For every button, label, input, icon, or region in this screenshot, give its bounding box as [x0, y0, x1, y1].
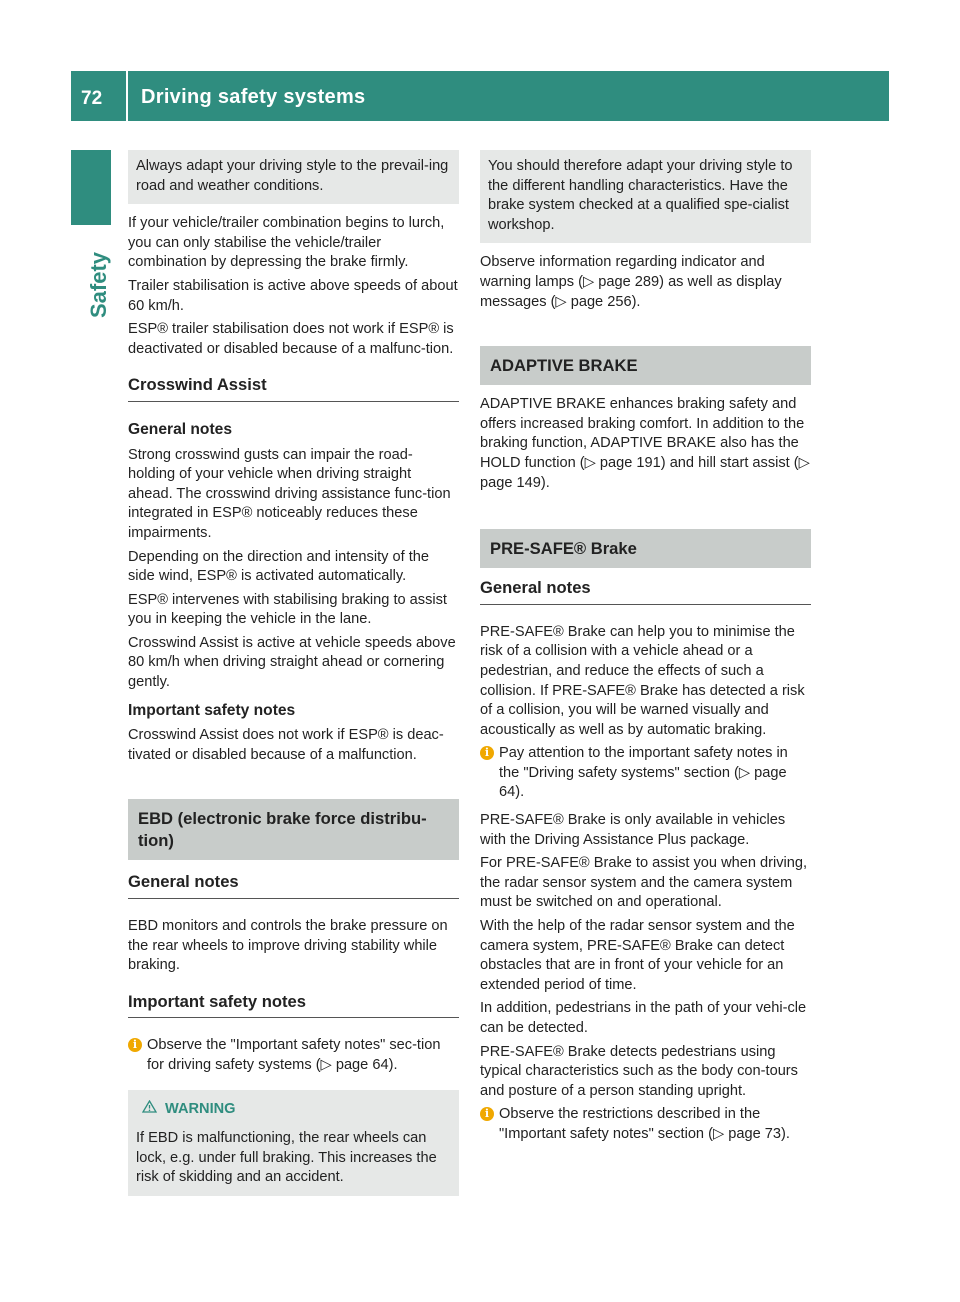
section-title-adaptive-brake: ADAPTIVE BRAKE — [480, 346, 811, 385]
paragraph: ADAPTIVE BRAKE enhances braking safety and offers increased braking comfort. In addition to the braking function, ADAPTIVE BRAKE also has the HOLD function (▷ page 191) and hill start assist (▷ page 149). — [480, 396, 810, 491]
paragraph: Crosswind Assist is active at vehicle speeds above 80 km/h when driving straight ahead or cornering gently. — [128, 634, 456, 691]
info-note — [480, 744, 811, 803]
chapter-title: Driving safety systems — [141, 86, 366, 108]
paragraph: If your vehicle/trailer combination begins to lurch, you can only stabilise the vehicle/trailer combination by depressing the brake firmly. — [128, 215, 445, 271]
warning-label: WARNING — [165, 1100, 236, 1117]
info-icon: i — [480, 1107, 494, 1121]
warning-heading — [136, 1100, 451, 1120]
paragraph: For PRE-SAFE® Brake to assist you when driving, the radar sensor system and the camera system must be switched on and operational. — [480, 855, 808, 911]
note-text: You should therefore adapt your driving style to the different handling characteristics. Have the brake system checked at a qualified spe-cialist workshop. — [488, 158, 793, 233]
paragraph: Depending on the direction and intensity of the side wind, ESP® is activated automatically. — [128, 548, 430, 585]
header-divider — [126, 71, 128, 121]
page-header — [71, 71, 889, 121]
section-title-presafe-brake: PRE-SAFE® Brake — [480, 529, 811, 568]
subheading-general-notes: General notes — [128, 420, 232, 438]
paragraph: Crosswind Assist does not work if ESP® is deac-tivated or disabled because of a malfunction. — [128, 727, 444, 763]
note-box — [480, 150, 811, 243]
info-text: Pay attention to the important safety notes in the "Driving safety systems" section (▷ page 64). — [499, 745, 788, 801]
info-note — [128, 1036, 459, 1075]
info-text: Observe the "Important safety notes" sec-tion for driving safety systems (▷ page 64). — [147, 1037, 441, 1073]
right-column — [480, 150, 811, 1153]
subheading-important-notes: Important safety notes — [128, 701, 296, 719]
paragraph: PRE-SAFE® Brake can help you to minimise the risk of a collision with a vehicle ahead or a pedestrian, and reduce the effects of such a collision. If PRE-SAFE® Brake has detected a risk of a collision, you will be warned visually and acoustically as well as by automatic braking. — [480, 623, 805, 738]
info-note — [480, 1105, 811, 1144]
warning-triangle-icon — [142, 1100, 157, 1120]
info-icon: i — [480, 746, 494, 760]
left-column — [128, 150, 459, 1206]
paragraph: With the help of the radar sensor system and the camera system, PRE-SAFE® Brake can detect obstacles that are in front of your vehicle for an extended period of time. — [480, 918, 795, 993]
subheading-ebd-general: General notes — [128, 872, 459, 899]
note-text: Always adapt your driving style to the prevail-ing road and weather conditions. — [136, 158, 449, 194]
warning-box — [128, 1090, 459, 1196]
paragraph: ESP® intervenes with stabilising braking to assist you in keeping the vehicle in the lane. — [128, 591, 447, 628]
side-tab-marker — [71, 150, 111, 225]
paragraph: EBD monitors and controls the brake pressure on the rear wheels to improve driving stability while braking. — [128, 918, 448, 974]
paragraph: ESP® trailer stabilisation does not work if ESP® is deactivated or disabled because of a malfunc-tion. — [128, 321, 454, 357]
subheading-ebd-important: Important safety notes — [128, 992, 459, 1019]
page-number: 72 — [81, 88, 103, 109]
paragraph: Observe information regarding indicator and warning lamps (▷ page 289) as well as display messages (▷ page 256). — [480, 254, 782, 310]
section-title-ebd: EBD (electronic brake force distribu-tion) — [128, 799, 459, 860]
info-icon: i — [128, 1038, 142, 1052]
subheading-presafe-general: General notes — [480, 578, 811, 605]
warning-text: If EBD is malfunctioning, the rear wheels can lock, e.g. under full braking. This increases the risk of skidding and an accident. — [136, 1130, 437, 1186]
note-box — [128, 150, 459, 204]
side-tab-label: Safety — [86, 251, 111, 318]
paragraph: Strong crosswind gusts can impair the road-holding of your vehicle when driving straight ahead. The crosswind driving assistance func-tion integrated in ESP® noticeably reduces these impairments. — [128, 446, 451, 541]
paragraph: Trailer stabilisation is active above speeds of about 60 km/h. — [128, 277, 458, 314]
info-text: Observe the restrictions described in the "Important safety notes" section (▷ page 73). — [499, 1106, 790, 1142]
paragraph: PRE-SAFE® Brake detects pedestrians using typical characteristics such as the body con-tours and posture of a person standing upright. — [480, 1043, 798, 1099]
paragraph: In addition, pedestrians in the path of your vehi-cle can be detected. — [480, 1000, 807, 1036]
paragraph: PRE-SAFE® Brake is only available in vehicles with the Driving Assistance Plus package. — [480, 812, 786, 848]
section-heading-crosswind: Crosswind Assist — [128, 375, 459, 402]
